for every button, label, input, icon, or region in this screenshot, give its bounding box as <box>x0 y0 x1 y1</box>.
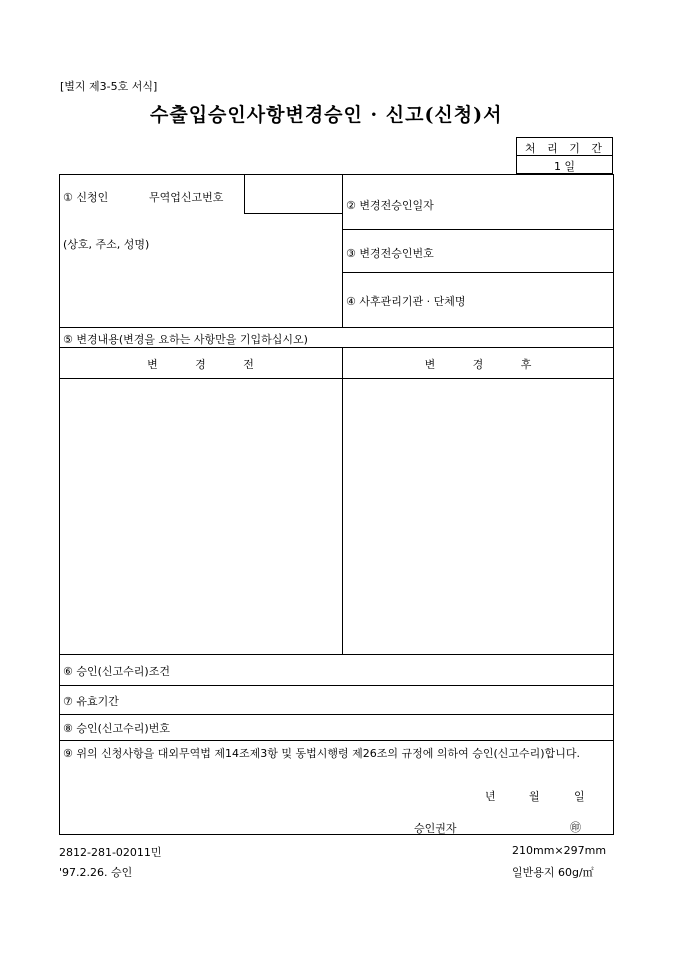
applicant-label: ① 신청인 <box>63 191 109 204</box>
trade-registration-field[interactable] <box>245 175 341 212</box>
approval-condition-label: ⑥ 승인(신고수리)조건 <box>63 665 170 678</box>
approval-number-field-label: ⑧ 승인(신고수리)번호 <box>63 722 170 735</box>
declaration-text: ⑨ 위의 신청사항을 대외무역법 제14조제3항 및 동법시행령 제26조의 규정에 의하여 승인(신고수리)합니다. <box>63 747 580 760</box>
processing-period-label: 처 리 기 간 <box>525 142 606 155</box>
date-year-label: 년 <box>485 790 496 803</box>
seal-icon: ㊞ <box>570 821 581 834</box>
approval-number-label: ③ 변경전승인번호 <box>346 247 434 260</box>
before-change-field[interactable] <box>60 379 341 653</box>
date-day-label: 일 <box>574 790 585 803</box>
after-change-header: 변 경 후 <box>424 358 532 371</box>
approval-date-label: ② 변경전승인일자 <box>346 199 434 212</box>
trade-registration-label: 무역업신고번호 <box>149 191 224 204</box>
change-content-label: ⑤ 변경내용(변경을 요하는 사항만을 기입하십시오) <box>63 333 308 346</box>
processing-period-value: 1 일 <box>553 160 576 173</box>
form-title: 수출입승인사항변경승인 · 신고(신청)서 <box>150 104 503 126</box>
validity-period-label: ⑦ 유효기간 <box>63 695 119 708</box>
authority-label: 승인권자 <box>414 822 457 835</box>
after-change-field[interactable] <box>343 379 613 653</box>
paper-type: 일반용지 60g/㎡ <box>512 866 594 879</box>
before-change-header: 변 경 전 <box>147 358 254 371</box>
form-code: 2812-281-02011민 <box>59 846 162 859</box>
approval-date-footer: '97.2.26. 승인 <box>59 866 133 879</box>
form-number: [별지 제3-5호 서식] <box>60 80 158 93</box>
date-month-label: 월 <box>529 790 540 803</box>
paper-size: 210mm×297mm <box>512 844 607 857</box>
applicant-sub-label: (상호, 주소, 성명) <box>63 238 150 251</box>
processing-period-box <box>516 137 613 174</box>
post-management-label: ④ 사후관리기관 · 단체명 <box>346 295 466 308</box>
